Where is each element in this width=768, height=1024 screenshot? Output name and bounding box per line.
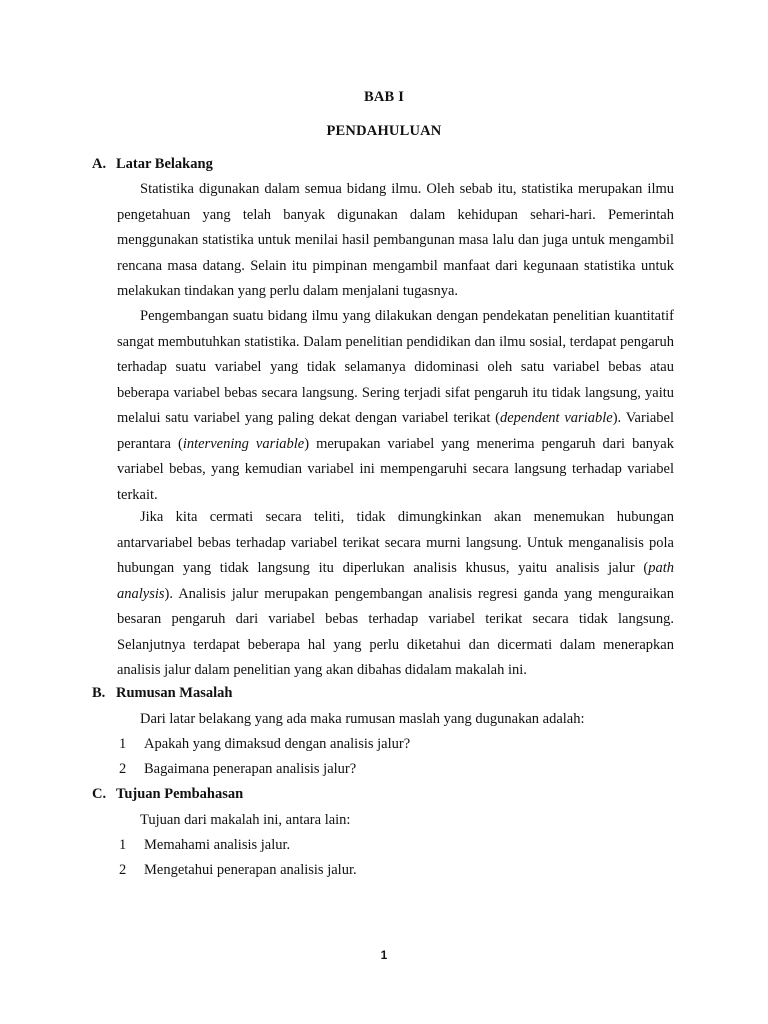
list-item bbox=[119, 837, 290, 854]
list-item-number: 1 bbox=[119, 736, 127, 752]
list-item-number: 2 bbox=[119, 862, 127, 878]
section-b-heading bbox=[92, 685, 232, 702]
list-item-number: 1 bbox=[119, 837, 127, 853]
list-item-number: 2 bbox=[119, 761, 127, 777]
section-c-lead: Tujuan dari makalah ini, antara lain: bbox=[140, 812, 351, 828]
paragraph-3-text-b: ). Analisis jalur merupakan pengembangan analisis regresi ganda yang menguraikan besaran pengaruh dari variabel bebas terhadap variabel terikat secara tidak langsung. Selanjutnya terdapat beberapa hal yang perlu diketahui dan dicermati dalam menerapkan analisis jalur dalam penelitian yang akan dibahas didalam makalah ini. bbox=[117, 585, 674, 678]
section-a-letter: A. bbox=[92, 156, 107, 172]
list-item-text: Bagaimana penerapan analisis jalur? bbox=[144, 761, 357, 777]
paragraph-2-italic-2: intervening variable bbox=[182, 435, 305, 452]
list-item bbox=[119, 761, 356, 778]
paragraph-2-italic-1: dependent variable bbox=[499, 410, 613, 426]
section-b-lead: Dari latar belakang yang ada maka rumusan maslah yang dugunakan adalah: bbox=[140, 711, 585, 727]
paragraph-2-text-b: ). Variabel perantara ( bbox=[117, 410, 675, 452]
section-c-letter: C. bbox=[92, 786, 107, 802]
paragraph-1: Statistika digunakan dalam semua bidang ilmu. Oleh sebab itu, statistika merupakan ilmu pengetahuan yang telah banyak digunakan dalam kehidupan sehari-hari. Pemerintah menggunakan statistika untuk menilai hasil pembangunan masa lalu dan juga untuk mengambil rencana masa datang. Selain itu pimpinan mengambil manfaat dari kegunaan statistika untuk melakukan tindakan yang perlu dalam menjalani tugasnya. bbox=[117, 181, 674, 299]
list-item-text: Mengetahui penerapan analisis jalur. bbox=[144, 862, 357, 878]
paragraph-2 bbox=[117, 304, 674, 508]
chapter-label: BAB I bbox=[363, 89, 405, 105]
paragraph-2-text-a: Pengembangan suatu bidang ilmu yang dilakukan dengan pendekatan penelitian kuantitatif sangat membutuhkan statistika. Dalam penelitian pendidikan dan ilmu sosial, terdapat pengaruh terhadap suatu variabel yang tidak selamanya didominasi oleh satu variabel bebas atau beberapa variabel bebas secara langsung. Sering terjadi sifat pengaruh itu tidak langsung, yaitu melalui satu variabel yang paling dekat dengan variabel terikat ( bbox=[117, 308, 674, 426]
list-item-text: Memahami analisis jalur. bbox=[144, 837, 291, 853]
section-b-letter: B. bbox=[92, 685, 106, 701]
list-item bbox=[119, 862, 357, 879]
section-b-title: Rumusan Masalah bbox=[116, 685, 233, 701]
section-a-heading bbox=[92, 156, 213, 173]
page-number: 1 bbox=[380, 948, 388, 962]
section-a-title: Latar Belakang bbox=[116, 156, 213, 172]
paragraph-3-text-a: Jika kita cermati secara teliti, tidak dimungkinkan akan menemukan hubungan antarvariabel bebas terhadap variabel terikat secara murni langsung. Untuk menganalisis pola hubungan yang tidak langsung itu diperlukan analisis khusus, yaitu analisis jalur ( bbox=[117, 509, 674, 576]
paragraph-2-text-c: ) merupakan variabel yang menerima pengaruh dari banyak variabel bebas, yang kemudian variabel ini mempengaruhi secara langsung terhadap variabel terkait. bbox=[117, 435, 674, 503]
chapter-title: PENDAHULUAN bbox=[326, 123, 442, 139]
section-c-title: Tujuan Pembahasan bbox=[116, 786, 244, 802]
paragraph-3 bbox=[117, 505, 674, 684]
section-c-heading bbox=[92, 786, 243, 803]
paragraph-3-italic-1: path analysis bbox=[117, 560, 674, 602]
list-item-text: Apakah yang dimaksud dengan analisis jalur? bbox=[144, 736, 411, 752]
list-item bbox=[119, 736, 410, 753]
